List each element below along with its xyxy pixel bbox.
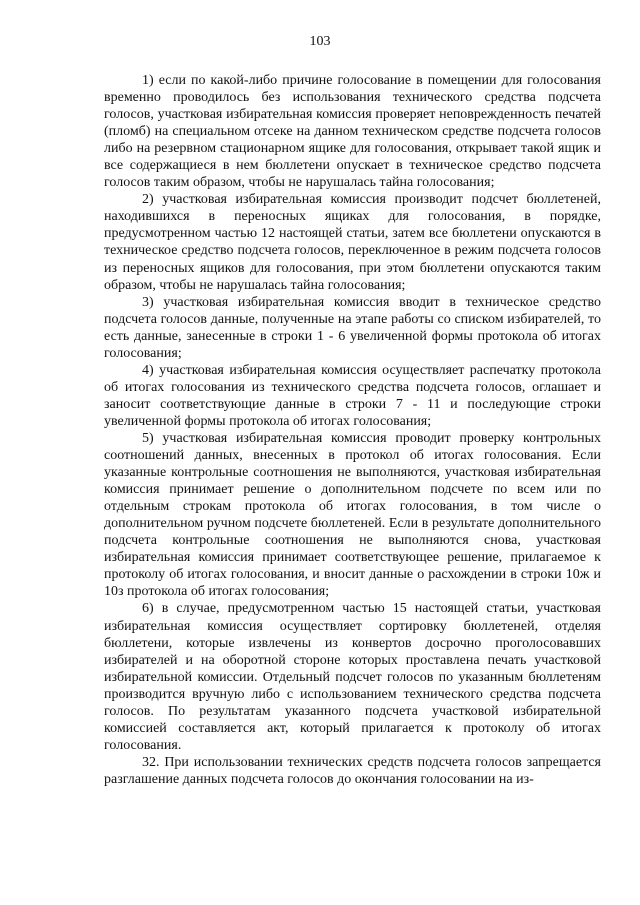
- page-number: 103: [309, 34, 331, 49]
- paragraph-item-5: 5) участковая избирательная комиссия проводит проверку контрольных соотношений данных, внесенных в протокол об итогах голосования. Если указанные контрольные соотношения не выполняются, участковая избирательная комиссия принимает решение о дополнительном подсчете по всем или по отдельным строкам протокола об итогах голосования, в том числе о дополнительном ручном подсчете бюллетеней. Если в результате дополнительного подсчета контрольные соотношения не выполняются снова, участковая избирательная комиссия принимает соответствующее решение, прилагаемое к протоколу об итогах голосования, и вносит данные о расхождении в строки 10ж и 10з протокола об итогах голосования;: [104, 430, 601, 600]
- paragraph-item-3: 3) участковая избирательная комиссия вводит в техническое средство подсчета голосов данные, полученные на этапе работы со списком избирателей, то есть данные, занесенные в строки 1 - 6 увеличенной формы протокола об итогах голосования;: [104, 294, 601, 361]
- paragraph-32: 32. При использовании технических средств подсчета голосов запрещается разглашение данных подсчета голосов до окончания голосовании на из-: [104, 754, 601, 787]
- paragraph-item-6: 6) в случае, предусмотренном частью 15 настоящей статьи, участковая избирательная комиссия осуществляет сортировку бюллетеней, отделяя бюллетени, которые извлечены из конвертов досрочно проголосовавших избирателей и на оборотной стороне которых проставлена печать участковой избирательной комиссии. Отдельный подсчет голосов по указанным бюллетеням производится вручную либо с использованием технического средства подсчета голосов. По результатам указанного подсчета участковой избирательной комиссией составляется акт, который прилагается к протоколу об итогах голосования.: [104, 601, 601, 753]
- paragraph-item-2: 2) участковая избирательная комиссия производит подсчет бюллетеней, находившихся в переносных ящиках для голосования, в порядке, предусмотренном частью 12 настоящей статьи, затем все бюллетени опускаются в техническое средство подсчета голосов, переключенное в режим подсчета голосов из переносных ящиков для голосования, при этом бюллетени опускаются таким образом, чтобы не нарушалась тайна голосования;: [104, 192, 601, 293]
- paragraph-item-1: 1) если по какой-либо причине голосование в помещении для голосования временно проводилось без использования технического средства подсчета голосов, участковая избирательная комиссия проверяет неповрежденность печатей (пломб) на специальном отсеке на данном техническом средстве подсчета голосов либо на резервном стационарном ящике для голосования, открывает такой ящик и все содержащиеся в нем бюллетени опускает в техническое средство подсчета голосов таким образом, чтобы не нарушалась тайна голосования;: [104, 73, 601, 191]
- paragraph-item-4: 4) участковая избирательная комиссия осуществляет распечатку протокола об итогах голосования из технического средства подсчета голосов, оглашает и заносит соответствующие данные в строки 7 - 11 и последующие строки увеличенной формы протокола об итогах голосования;: [104, 362, 601, 429]
- document-body: [104, 72, 601, 788]
